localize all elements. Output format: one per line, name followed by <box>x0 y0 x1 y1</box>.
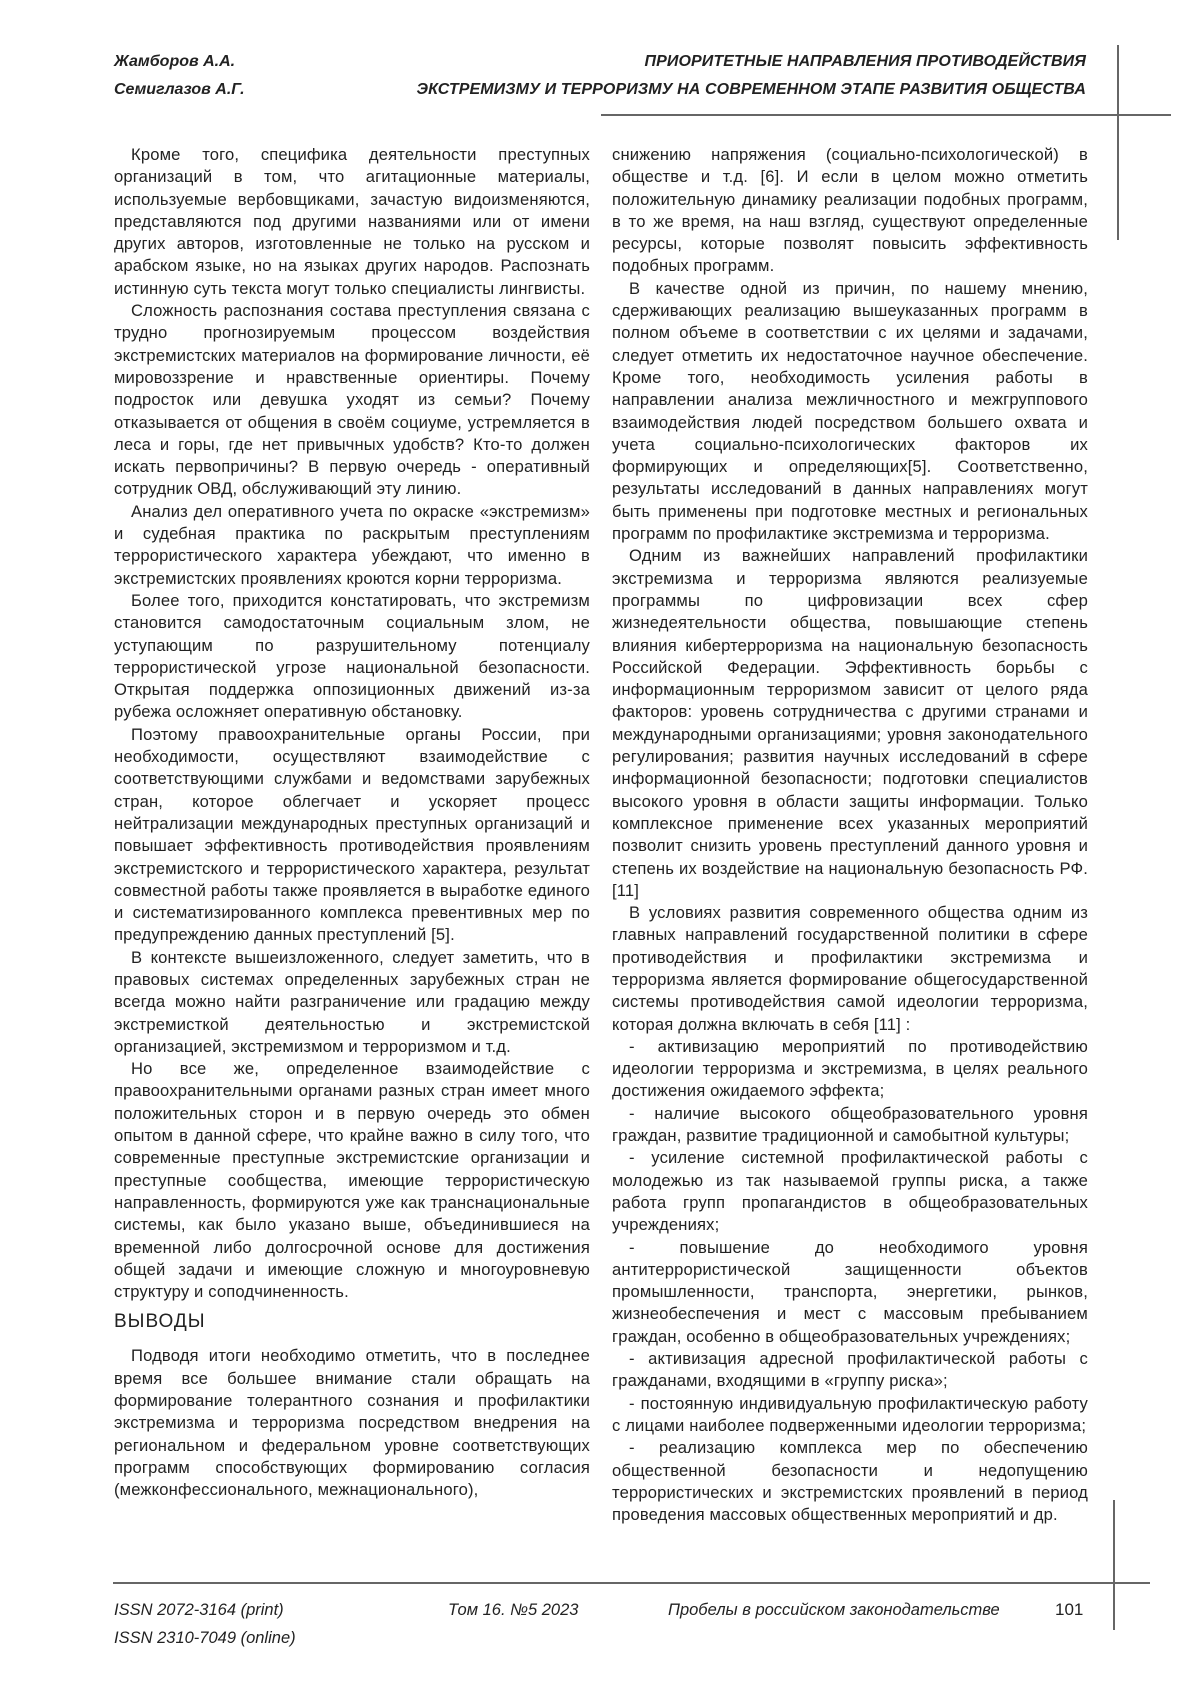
list-item: - активизация адресной профилактической работы с гражданами, входящими в «группу риска»; <box>612 1348 1088 1393</box>
running-title <box>416 48 1086 104</box>
list-item: - реализацию комплекса мер по обеспечению общественной безопасности и недопущению террористических и экстремистских проявлений в период проведения массовых общественных мероприятий и др. <box>612 1437 1088 1526</box>
author-2: Семиглазов А.Г. <box>114 76 245 104</box>
issn-print: ISSN 2072-3164 (print) <box>114 1596 296 1624</box>
running-title-line-2: ЭКСТРЕМИЗМУ И ТЕРРОРИЗМУ НА СОВРЕМЕННОМ ЭТАПЕ РАЗВИТИЯ ОБЩЕСТВА <box>416 76 1086 104</box>
header-authors <box>114 48 245 104</box>
section-heading-conclusions: ВЫВОДЫ <box>114 1311 590 1333</box>
left-column <box>114 144 590 1502</box>
page-number: 101 <box>1055 1596 1083 1624</box>
footer-rule-vertical <box>1113 1500 1115 1630</box>
paragraph: Но все же, определенное взаимодействие с правоохранительными органами разных стран имеет много положительных сторон и в первую очередь это обмен опытом в данной сфере, что крайне важно в силу того, что современные преступные экстремистские организации и преступные сообщества, имеющие террористическую направленность, формируются уже как транснациональные системы, как было указано выше, объединившиеся на временной либо долгосрочной основе для достижения общей задачи и имеющие сложную и многоуровневую структуру и соподчиненность. <box>114 1058 590 1303</box>
paragraph: Кроме того, специфика деятельности преступных организаций в том, что агитационные материалы, используемые вербовщиками, зачастую видоизменяются, представляются под другими названиями или от имени других авторов, изготовленные не только на русском и арабском языке, но на языках других народов. Распознать истинную суть текста могут только специалисты лингвисты. <box>114 144 590 300</box>
running-title-line-1: ПРИОРИТЕТНЫЕ НАПРАВЛЕНИЯ ПРОТИВОДЕЙСТВИЯ <box>416 48 1086 76</box>
paragraph: Одним из важнейших направлений профилактики экстремизма и терроризма являются реализуемые программы по цифровизации всех сфер жизнедеятельности общества, повышающие степень влияния кибертерроризма на национальную безопасность Российской Федерации. Эффективность борьбы с информационным терроризмом зависит от целого ряда факторов: уровень сотрудничества с другими странами и международными организациями; уровня законодательного регулирования; развития научных исследований в сфере информационной безопасности; подготовки специалистов высокого уровня в области защиты информации. Только комплексное применение всех указанных мероприятий позволит снизить уровень преступлений данного уровня и степень их воздействие на национальную безопасность РФ. [11] <box>612 545 1088 902</box>
list-item: - активизацию мероприятий по противодействию идеологии терроризма и экстремизма, в целях реального достижения ожидаемого эффекта; <box>612 1036 1088 1103</box>
list-item: - усиление системной профилактической работы с молодежью из так называемой группы риска, а также работа групп пропагандистов в общеобразовательных учреждениях; <box>612 1147 1088 1236</box>
author-1: Жамборов А.А. <box>114 48 245 76</box>
right-column <box>612 144 1088 1526</box>
footer-volume: Том 16. №5 2023 <box>448 1596 578 1624</box>
paragraph: Подводя итоги необходимо отметить, что в последнее время все большее внимание стали обращать на формирование толерантного сознания и профилактики экстремизма и терроризма посредством внедрения на региональном и федеральном уровне соответствующих программ способствующих формированию согласия (межконфессионального, межнационального), <box>114 1345 590 1501</box>
header-rule-horizontal <box>601 114 1171 116</box>
paragraph: В контексте вышеизложенного, следует заметить, что в правовых системах определенных зарубежных стран не всегда можно найти разграничение или градацию между экстремисткой деятельностью и экстремистской организацией, экстремизмом и терроризмом и т.д. <box>114 947 590 1058</box>
issn-online: ISSN 2310-7049 (online) <box>114 1624 296 1652</box>
header-rule-vertical <box>1117 45 1119 240</box>
paragraph: Более того, приходится констатировать, что экстремизм становится самодостаточным социальным злом, не уступающим по разрушительному потенциалу террористической угрозе национальной безопасности. Открытая поддержка оппозиционных движений из-за рубежа осложняет оперативную обстановку. <box>114 590 590 724</box>
list-item: - повышение до необходимого уровня антитеррористической защищенности объектов промышленности, транспорта, энергетики, рынков, жизнеобеспечения и мест с массовым пребыванием граждан, особенно в общеобразовательных учреждениях; <box>612 1237 1088 1348</box>
paragraph: В качестве одной из причин, по нашему мнению, сдерживающих реализацию вышеуказанных программ в полном объеме в соответствии с их целями и задачами, следует отметить их недостаточное научное обеспечение. Кроме того, необходимость усиления работы в направлении анализа межличностного и межгруппового взаимодействия людей посредством большего охвата и учета социально-психологических факторов их формирующих и определяющих[5]. Соответственно, результаты исследований в данных направлениях могут быть применены при подготовке местных и региональных программ по профилактике экстремизма и терроризма. <box>612 278 1088 546</box>
paragraph: В условиях развития современного общества одним из главных направлений государственной политики в сфере противодействия и профилактики экстремизма и терроризма является формирование общегосударственной системы противодействия самой идеологии терроризма, которая должна включать в себя [11] : <box>612 902 1088 1036</box>
paragraph: Поэтому правоохранительные органы России, при необходимости, осуществляют взаимодействие с соответствующими службами и ведомствами зарубежных стран, которое облегчает и ускоряет процесс нейтрализации международных преступных организаций и повышает эффективность противодействия проявлениям экстремистского и террористического характера, результат совместной работы также проявляется в выработке единого и систематизированного комплекса превентивных мер по предупреждению данных преступлений [5]. <box>114 724 590 947</box>
footer-journal: Пробелы в российском законодательстве <box>668 1596 1000 1624</box>
footer-rule-horizontal <box>113 1582 1150 1584</box>
paragraph: Анализ дел оперативного учета по окраске «экстремизм» и судебная практика по раскрытым преступлениям террористического характера убеждают, что именно в экстремистских проявлениях кроются корни терроризма. <box>114 501 590 590</box>
paragraph: снижению напряжения (социально-психологической) в обществе и т.д. [6]. И если в целом можно отметить положительную динамику реализации подобных программ, в то же время, на наш взгляд, существуют определенные ресурсы, которые позволят повысить эффективность подобных программ. <box>612 144 1088 278</box>
paragraph: Сложность распознания состава преступления связана с трудно прогнозируемым процессом воздействия экстремистских материалов на формирование личности, её мировоззрение и нравственные ориентиры. Почему подросток или девушка уходят из семьи? Почему отказывается от общения в своём социуме, устремляется в леса и горы, где нет привычных удобств? Кто-то должен искать первопричины? В первую очередь - оперативный сотрудник ОВД, обслуживающий эту линию. <box>114 300 590 501</box>
list-item: - постоянную индивидуальную профилактическую работу с лицами наиболее подверженными идеологии терроризма; <box>612 1393 1088 1438</box>
footer-issn <box>114 1596 296 1652</box>
list-item: - наличие высокого общеобразовательного уровня граждан, развитие традиционной и самобытной культуры; <box>612 1103 1088 1148</box>
